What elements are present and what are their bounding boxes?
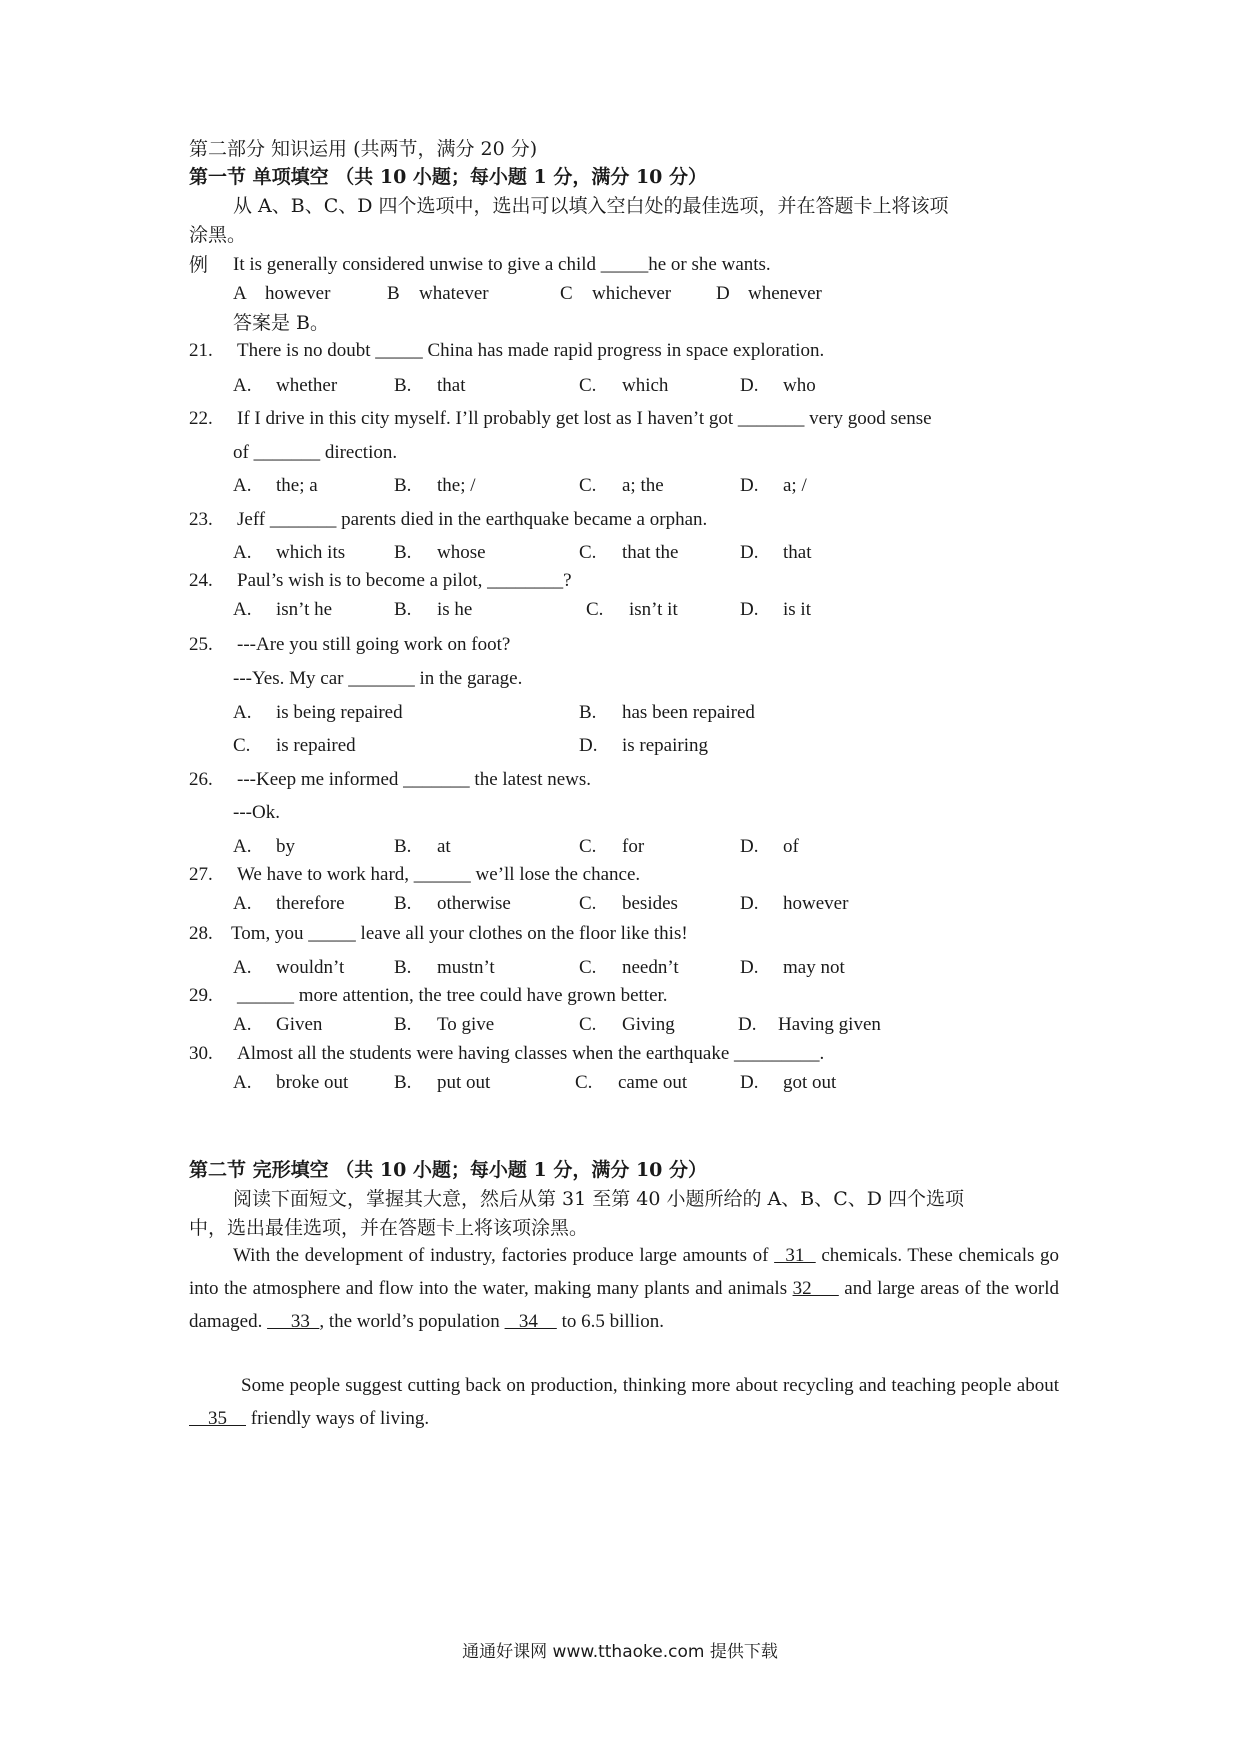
option-c: C. Giving [579,1014,675,1035]
option-a: A. therefore [233,893,345,914]
option-a: A. the; a [233,475,318,496]
section1-instruction-2: 涂黑。 [189,224,247,246]
blank-31: 31 [774,1245,816,1266]
example-marker: 例 [189,254,209,276]
question-text: Paul’s wish is to become a pilot, ________? [237,570,572,591]
question-text: We have to work hard, ______ we’ll lose the chance. [237,864,641,885]
example-option-d: D whenever [716,283,822,304]
question-text: Almost all the students were having classes when the earthquake _________. [237,1043,825,1064]
option-a: A. whether [233,375,338,396]
option-d: D. who [740,375,816,396]
option-a: A. isn’t he [233,599,333,620]
option-b: B. the; / [394,475,476,496]
option-b: B. has been repaired [579,702,755,723]
option-b: B. mustn’t [394,957,495,978]
question-text: ---Keep me informed _______ the latest news. [237,769,592,790]
example-option-b: B whatever [387,283,489,304]
option-d: D. however [740,893,849,914]
option-b: B. that [394,375,466,396]
option-d: D. is it [740,599,811,620]
example-answer: 答案是 B。 [233,312,330,334]
option-c: C. isn’t it [586,599,678,620]
option-a: A. is being repaired [233,702,403,723]
option-d: D. got out [740,1072,837,1093]
section2-instruction-2: 中，选出最佳选项，并在答题卡上将该项涂黑。 [189,1217,589,1239]
section1-title: 第一节 单项填空 （共 10 小题；每小题 1 分，满分 10 分） [189,166,708,188]
option-c: C. which [579,375,669,396]
option-b: B. whose [394,542,486,563]
blank-35: 35 [189,1408,246,1429]
cloze-paragraph-2: Some people suggest cutting back on production, thinking more about recycling and teaching people about 35 friendly ways of living. [189,1375,1059,1429]
option-c: C. for [579,836,645,857]
blank-33: 33 [267,1311,320,1332]
question-text: There is no doubt _____ China has made rapid progress in space exploration. [237,340,825,361]
option-c: C. besides [579,893,678,914]
option-a: A. Given [233,1014,323,1035]
blank-34: 34 [504,1311,557,1332]
option-a: A. which its [233,542,346,563]
question-text: Tom, you _____ leave all your clothes on the floor like this! [231,923,688,944]
option-c: C. that the [579,542,679,563]
example-option-c: C whichever [560,283,672,304]
option-b: B. put out [394,1072,491,1093]
option-b: B. is he [394,599,473,620]
option-d: D. is repairing [579,735,709,756]
option-a: A. by [233,836,295,857]
example-text: It is generally considered unwise to give a child _____he or she wants. [233,254,771,275]
blank-32: 32 [792,1278,839,1299]
question-text: Jeff _______ parents died in the earthquake became a orphan. [237,509,708,530]
cloze-paragraph-1: With the development of industry, factories produce large amounts of 31 chemicals. These chemicals go into the atmosphere and flow into the water, making many plants and animals 32 and large areas of the world damaged. 33 , the world’s population 34 to 6.5 billion. [189,1245,1060,1332]
option-c: C. needn’t [579,957,679,978]
option-d: D. that [740,542,812,563]
question-text: ______ more attention, the tree could have grown better. [237,985,668,1006]
question-text: If I drive in this city myself. I’ll probably get lost as I haven’t got _______ very good sense [237,408,932,429]
option-d: D. of [740,836,799,857]
option-d: D. Having given [738,1014,881,1035]
option-b: B. otherwise [394,893,511,914]
option-b: B. To give [394,1014,495,1035]
example-option-a: A however [233,283,331,304]
question-text: ---Are you still going work on foot? [237,634,511,655]
option-c: C. is repaired [233,735,356,756]
option-a: A. wouldn’t [233,957,345,978]
option-c: C. a; the [579,475,664,496]
section2-title: 第二节 完形填空 （共 10 小题；每小题 1 分，满分 10 分） [189,1159,708,1181]
option-d: D. may not [740,957,845,978]
option-c: C. came out [575,1072,688,1093]
section2-instruction-1: 阅读下面短文，掌握其大意，然后从第 31 至第 40 小题所给的 A、B、C、D 四个选项 [233,1188,965,1210]
option-b: B. at [394,836,451,857]
section1-instruction-1: 从 A、B、C、D 四个选项中，选出可以填入空白处的最佳选项，并在答题卡上将该项 [233,195,949,217]
part-title: 第二部分 知识运用 (共两节，满分 20 分) [189,138,538,160]
option-d: D. a; / [740,475,807,496]
option-a: A. broke out [233,1072,349,1093]
page-footer: 通通好课网 www.tthaoke.com 提供下载 [462,1642,778,1662]
